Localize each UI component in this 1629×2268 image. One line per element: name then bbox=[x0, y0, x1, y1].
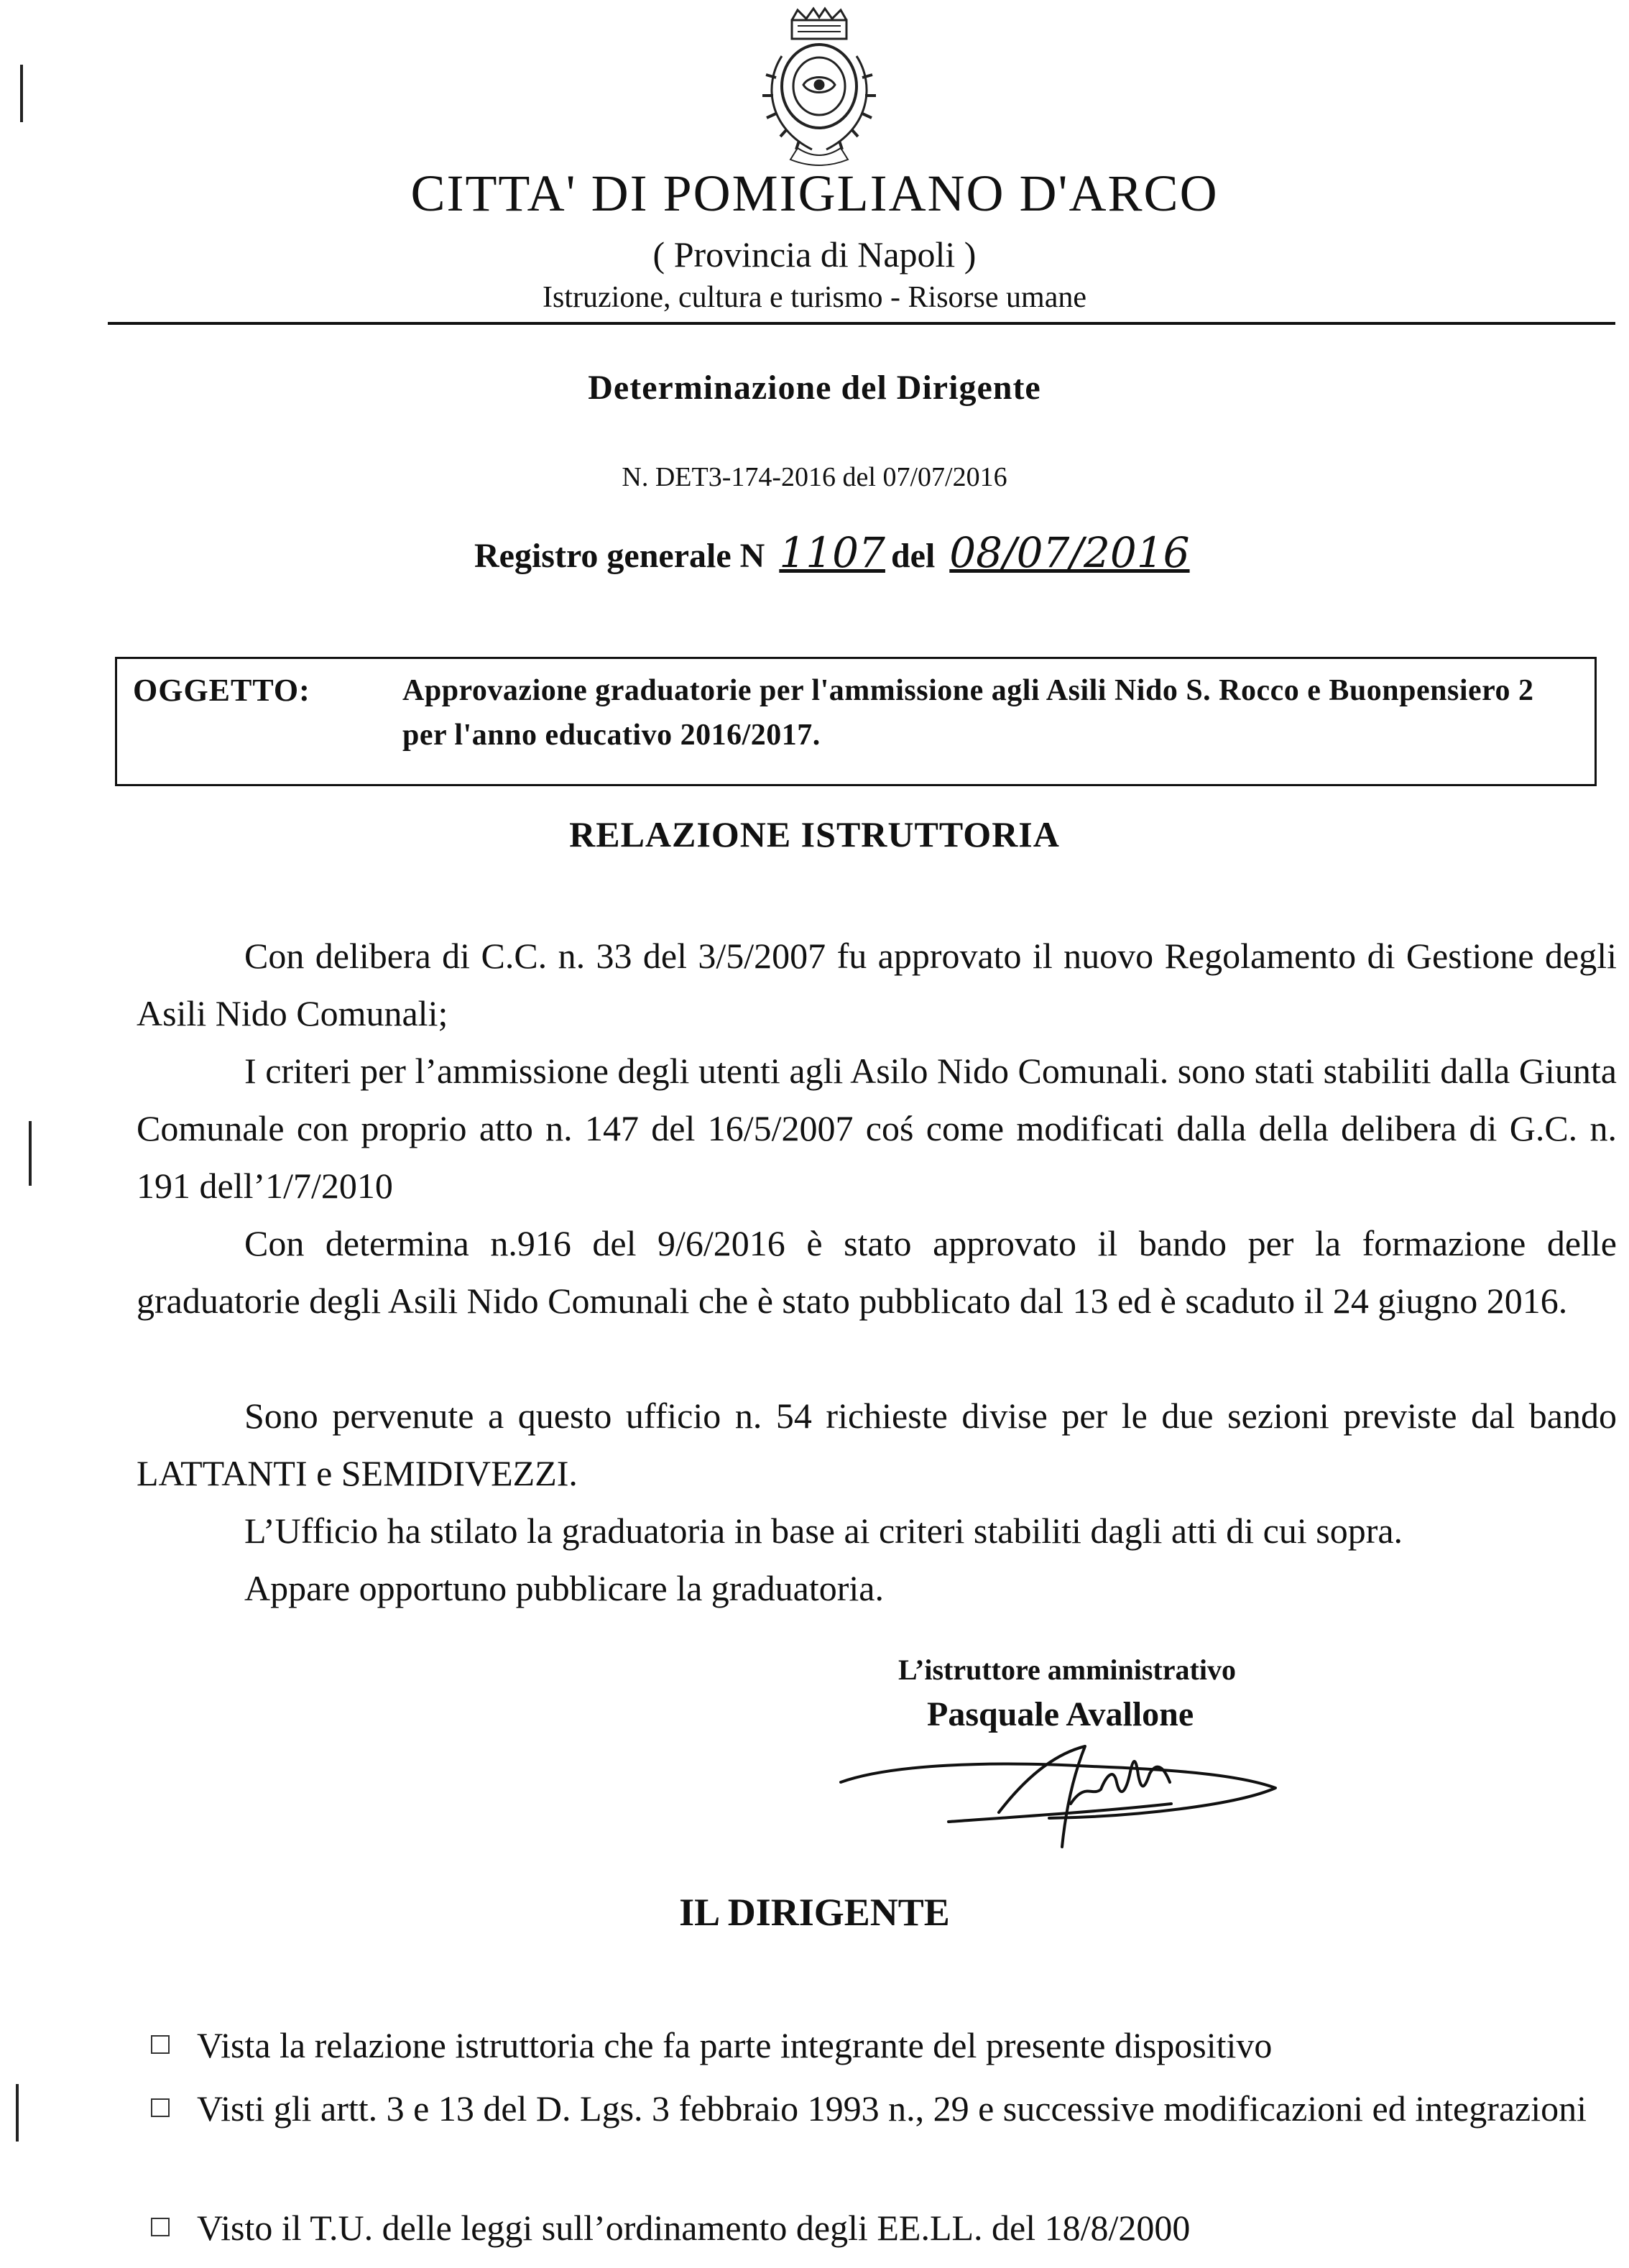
relazione-paragraph: Con delibera di C.C. n. 33 del 3/5/2007 fu approvato il nuovo Regolamento di Gestione degli Asili Nido Comunali; bbox=[137, 936, 1617, 1033]
oggetto-label: OGGETTO: bbox=[133, 673, 310, 708]
list-item bbox=[151, 2083, 1617, 2134]
dirigente-title: IL DIRIGENTE bbox=[679, 1891, 950, 1934]
list-item bbox=[151, 2019, 1617, 2071]
relazione-paragraph: Sono pervenute a questo ufficio n. 54 richieste divise per le due sezioni previste dal bando LATTANTI e SEMIDIVEZZI. bbox=[137, 1396, 1617, 1493]
oggetto-text: Approvazione graduatorie per l'ammissione agli Asili Nido S. Rocco e Buonpensiero 2 per l'anno educativo 2016/2017. bbox=[402, 674, 1534, 752]
relazione-title: RELAZIONE ISTRUTTORIA bbox=[569, 814, 1060, 854]
province-subtitle: ( Provincia di Napoli ) bbox=[652, 234, 977, 275]
registro-generale-line bbox=[474, 528, 1196, 577]
signer-role: L’istruttore amministrativo bbox=[898, 1654, 1236, 1686]
relazione-paragraph: L’Ufficio ha stilato la graduatoria in base ai criteri stabiliti dagli atti di cui sopra. bbox=[244, 1511, 1403, 1551]
registro-label: Registro generale N bbox=[474, 537, 765, 575]
list-item-text: Visto il T.U. delle leggi sull’ordinamento degli EE.LL. del 18/8/2000 bbox=[197, 2208, 1191, 2248]
city-crest-icon bbox=[747, 6, 891, 167]
scan-mark bbox=[20, 65, 23, 122]
signer-name: Pasquale Avallone bbox=[927, 1695, 1194, 1733]
department-subtitle: Istruzione, cultura e turismo - Risorse umane bbox=[543, 281, 1086, 314]
relazione-paragraph: I criteri per l’ammissione degli utenti agli Asilo Nido Comunali. sono stati stabiliti dalla Giunta Comunale con proprio atto n. 147 del 16/5/2007 coś come modificati dalla della delibera di G.C. n. 191 dell’1/7/2010 bbox=[137, 1051, 1617, 1206]
relazione-paragraph: Appare opportuno pubblicare la graduatoria. bbox=[244, 1568, 884, 1608]
relazione-paragraph: Con determina n.916 del 9/6/2016 è stato approvato il bando per la formazione delle graduatorie degli Asili Nido Comunali che è stato pubblicato dal 13 ed è scaduto il 24 giugno 2016. bbox=[137, 1223, 1617, 1321]
checkbox-icon bbox=[151, 2035, 170, 2054]
handwritten-signature bbox=[834, 1732, 1286, 1850]
header-divider bbox=[108, 322, 1615, 325]
determination-number: N. DET3-174-2016 del 07/07/2016 bbox=[622, 462, 1007, 492]
checkbox-icon bbox=[151, 2098, 170, 2117]
registro-number: 1107 bbox=[779, 528, 885, 577]
city-title: CITTA' DI POMIGLIANO D'ARCO bbox=[410, 165, 1219, 222]
list-item-text: Visti gli artt. 3 e 13 del D. Lgs. 3 febbraio 1993 n., 29 e successive modificazioni ed integrazioni bbox=[197, 2088, 1587, 2129]
scan-mark bbox=[29, 1121, 32, 1186]
registro-del-label: del bbox=[890, 537, 936, 575]
list-item-text: Vista la relazione istruttoria che fa parte integrante del presente dispositivo bbox=[197, 2025, 1273, 2065]
checkbox-icon bbox=[151, 2218, 170, 2236]
determination-title: Determinazione del Dirigente bbox=[588, 369, 1041, 407]
scan-mark bbox=[16, 2084, 19, 2142]
list-item bbox=[151, 2202, 1617, 2254]
registro-date: 08/07/2016 bbox=[949, 528, 1190, 577]
